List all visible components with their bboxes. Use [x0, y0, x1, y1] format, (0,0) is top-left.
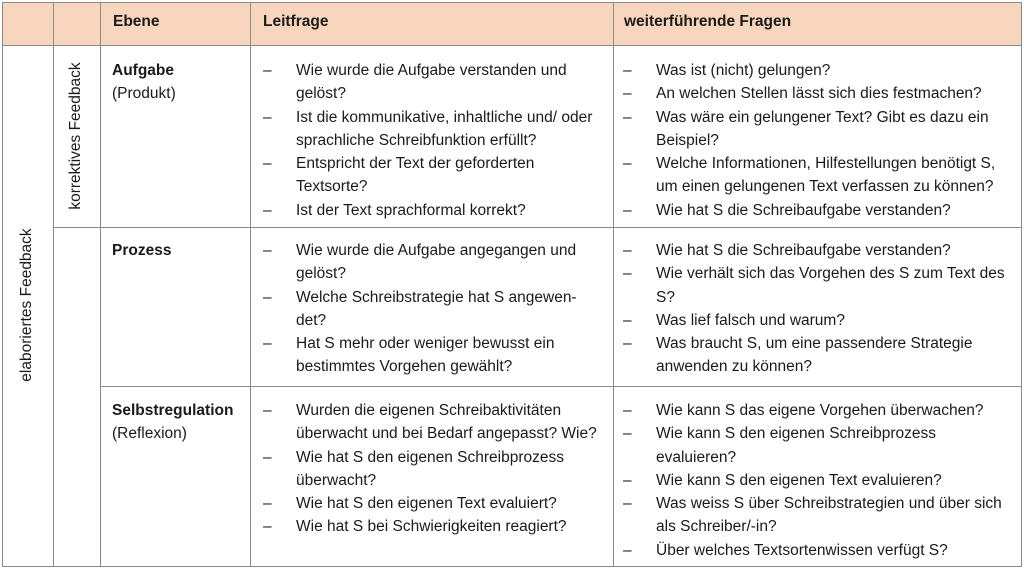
list-item: – Wie hat S bei Schwierigkeiten reagiert? — [263, 515, 603, 538]
list-item: – Wie wurde die Aufgabe angegangen und gelöst? — [263, 239, 603, 286]
guiding-questions-self-regulation — [263, 399, 603, 539]
list-item: – Welche Informationen, Hilfestellungen benötigt S, um einen gelungenen Text verfassen zu können? — [623, 152, 1015, 199]
row-divider-1 — [53, 227, 1022, 228]
list-item: – Hat S mehr oder weniger bewusst ein bestimmtes Vorgehen gewählt? — [263, 332, 603, 379]
list-item: – Über welches Textsortenwissen verfügt S? — [623, 539, 1015, 562]
header-divider — [2, 45, 1022, 46]
list-item: – Wie verhält sich das Vorgehen des S zum Text des S? — [623, 262, 1015, 309]
list-item: – Was braucht S, um eine passendere Strategie anwenden zu können? — [623, 332, 1015, 379]
header-guiding-question: Leitfrage — [263, 13, 329, 30]
list-item: – Wie hat S den eigenen Text evaluiert? — [263, 492, 603, 515]
guiding-questions-process — [263, 239, 603, 379]
list-item: – Was wäre ein gelungener Text? Gibt es dazu ein Beispiel? — [623, 106, 1015, 153]
header-level: Ebene — [113, 13, 160, 30]
level-subtitle: (Produkt) — [112, 85, 176, 103]
level-cell-self-regulation — [112, 399, 247, 446]
list-item: – Wie hat S die Schreibaufgabe verstanden? — [623, 239, 1015, 262]
col-divider-1 — [53, 2, 54, 567]
header-further-questions: weiterführende Fragen — [624, 13, 792, 30]
list-item: – Was ist (nicht) gelungen? — [623, 59, 1015, 82]
list-item: – An welchen Stellen lässt sich dies festmachen? — [623, 82, 1015, 105]
guiding-questions-task — [263, 59, 603, 222]
list-item: – Ist die kommunikative, inhaltliche und/ oder sprachliche Schreibfunktion erfüllt? — [263, 106, 603, 153]
list-item: – Was weiss S über Schreibstrategien und über sich als Schreiber/-in? — [623, 492, 1015, 539]
feedback-table — [2, 2, 1022, 567]
side-label-corrective-feedback: korrektives Feedback — [67, 62, 84, 210]
list-item: – Welche Schreibstrategie hat S angewen- det? — [263, 286, 603, 333]
level-title: Prozess — [112, 242, 172, 259]
col-divider-4 — [613, 2, 614, 567]
list-item: – Wie hat S den eigenen Schreibprozess überwacht? — [263, 446, 603, 493]
list-item: – Wie wurde die Aufgabe verstanden und gelöst? — [263, 59, 603, 106]
list-item: – Wie kann S den eigenen Schreibprozess evaluieren? — [623, 422, 1015, 469]
list-item: – Wurden die eigenen Schreibaktivitäten überwacht und bei Bedarf angepasst? Wie? — [263, 399, 603, 446]
level-cell-process — [112, 239, 247, 262]
border-right — [1021, 2, 1022, 567]
further-questions-process — [623, 239, 1015, 379]
list-item: – Wie kann S den eigenen Text evaluieren? — [623, 469, 1015, 492]
border-bottom — [2, 566, 1022, 567]
list-item: – Ist der Text sprachformal korrekt? — [263, 199, 603, 222]
list-item: – Entspricht der Text der geforderten Textsorte? — [263, 152, 603, 199]
list-item: – Wie kann S das eigene Vorgehen überwachen? — [623, 399, 1015, 422]
level-title: Selbstregulation — [112, 402, 234, 419]
row-divider-2 — [100, 386, 1022, 387]
level-subtitle: (Reflexion) — [112, 425, 187, 443]
further-questions-self-regulation — [623, 399, 1015, 562]
level-title: Aufgabe — [112, 62, 174, 79]
further-questions-task — [623, 59, 1015, 222]
level-cell-task — [112, 59, 247, 106]
border-top — [2, 2, 1022, 3]
list-item: – Was lief falsch und warum? — [623, 309, 1015, 332]
side-label-elaborated-feedback: elaboriertes Feedback — [18, 228, 35, 382]
list-item: – Wie hat S die Schreibaufgabe verstanden? — [623, 199, 1015, 222]
col-divider-3 — [250, 2, 251, 567]
border-left — [2, 2, 3, 567]
col-divider-2 — [100, 2, 101, 567]
